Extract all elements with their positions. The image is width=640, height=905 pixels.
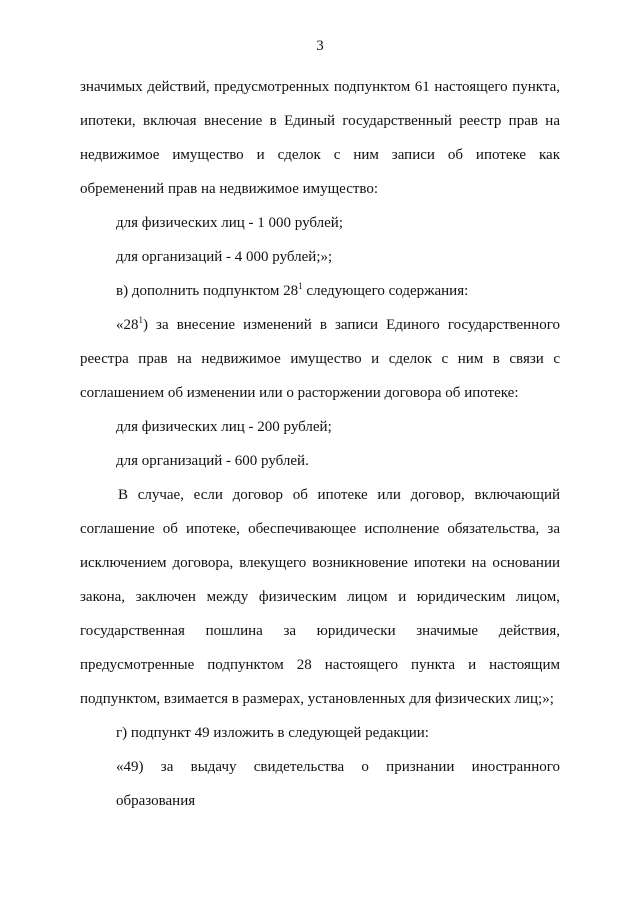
- text-line: В случае, если договор об ипотеке или договор, включающий: [118, 487, 560, 503]
- text-line: для физических лиц - 200 рублей;: [116, 419, 332, 435]
- text-line: г) подпункт 49 изложить в следующей редакции:: [116, 725, 429, 741]
- text-line: предусмотренные подпунктом 28 настоящего пункта и настоящим: [80, 657, 560, 673]
- text-line: государственная пошлина за юридически значимые действия,: [80, 623, 560, 639]
- text-line: для физических лиц - 1 000 рублей;: [116, 215, 343, 231]
- text-line: [80, 308, 560, 342]
- text-fragment: следующего содержания:: [302, 283, 469, 299]
- superscript: 1: [298, 281, 303, 291]
- text-line: недвижимое имущество и сделок с ним записи об ипотеке как: [80, 147, 560, 163]
- text-line: подпунктом, взимается в размерах, установленных для физических лиц;»;: [80, 691, 554, 707]
- text-line: для организаций - 4 000 рублей;»;: [116, 249, 333, 265]
- page-number: 3: [316, 38, 324, 54]
- superscript: 1: [138, 315, 143, 325]
- text-line: реестра прав на недвижимое имущество и сделок с ним в связи с: [80, 351, 560, 367]
- text-line: для организаций - 600 рублей.: [116, 453, 309, 469]
- text-line: [80, 274, 560, 308]
- text-line: соглашение об ипотеке, обеспечивающее исполнение обязательства, за: [80, 521, 560, 537]
- text-line: значимых действий, предусмотренных подпунктом 61 настоящего пункта,: [80, 79, 560, 95]
- text-line: ипотеки, включая внесение в Единый государственный реестр прав на: [80, 113, 560, 129]
- text-fragment: ) за внесение изменений в записи Единого государственного: [143, 317, 560, 333]
- text-line: исключением договора, влекущего возникновение ипотеки на основании: [80, 555, 560, 571]
- text-line: «49) за выдачу свидетельства о признании иностранного образования: [116, 759, 560, 809]
- document-body: [80, 70, 560, 809]
- text-fragment: в) дополнить подпунктом 28: [116, 283, 299, 299]
- text-line: соглашением об изменении или о расторжении договора об ипотеке:: [80, 385, 519, 401]
- text-line: обременений прав на недвижимое имущество:: [80, 181, 379, 197]
- text-line: закона, заключен между физическим лицом и юридическим лицом,: [80, 589, 560, 605]
- text-fragment: «28: [116, 317, 139, 333]
